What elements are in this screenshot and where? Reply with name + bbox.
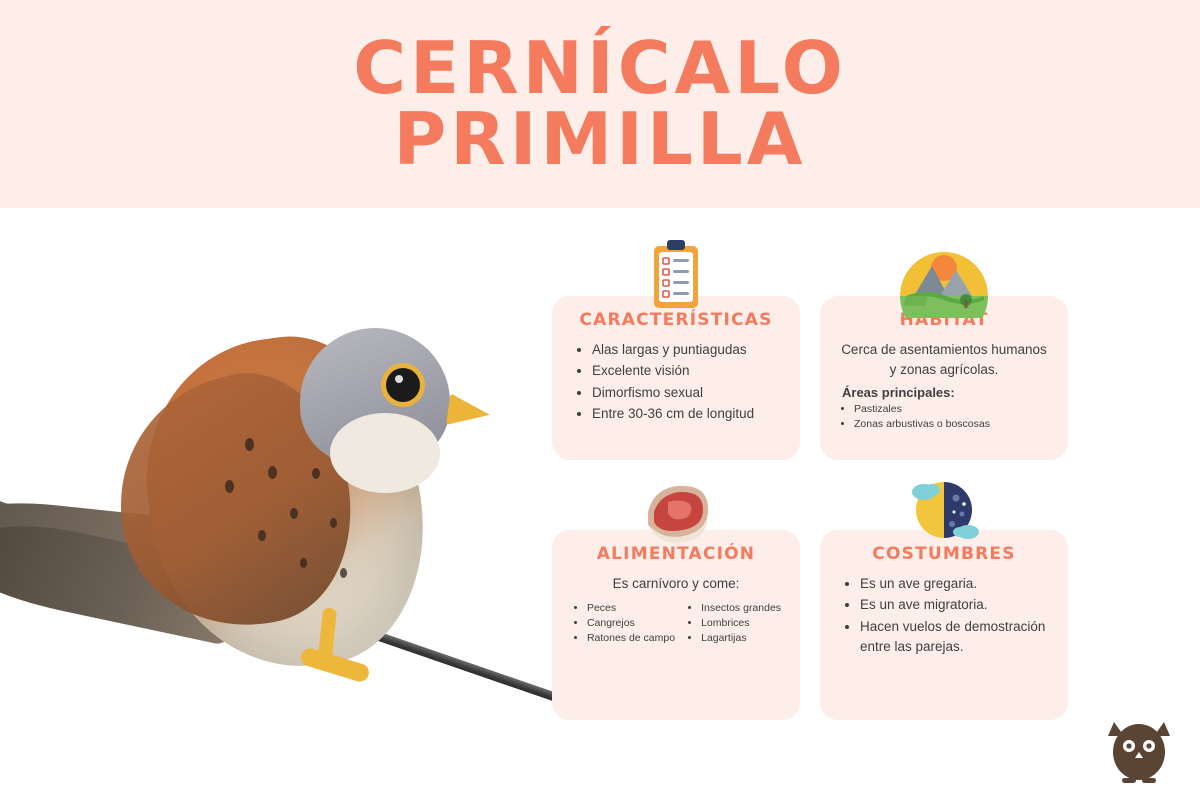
alimentacion-intro: Es carnívoro y come: xyxy=(612,576,740,591)
kestrel-cheek xyxy=(330,413,440,493)
list-item: • Es un ave migratoria. xyxy=(860,595,1050,615)
list-item: • Hacen vuelos de demostración entre las parejas. xyxy=(860,617,1050,658)
list-item: • Es un ave gregaria. xyxy=(860,574,1050,594)
kestrel-speckle xyxy=(312,468,320,479)
list-item: • Lagartijas xyxy=(701,631,781,645)
list-item: • Lombrices xyxy=(701,616,781,630)
landscape-fields-icon xyxy=(896,238,992,318)
caracteristicas-list xyxy=(570,340,782,424)
list-item: • Insectos grandes xyxy=(701,601,781,615)
list-item: • Pastizales xyxy=(854,402,1050,416)
kestrel-speckle xyxy=(290,508,298,519)
alimentacion-list-left xyxy=(571,600,675,647)
habitat-subtitle: Áreas principales: xyxy=(842,385,955,401)
list-item: • Cangrejos xyxy=(587,616,675,630)
kestrel-speckle xyxy=(268,466,277,479)
kestrel-speckle xyxy=(330,518,337,528)
list-item: • Alas largas y puntiagudas xyxy=(592,340,782,360)
card-title: HÁBITAT xyxy=(899,310,989,330)
list-item: • Ratones de campo xyxy=(587,631,675,645)
kestrel-beak xyxy=(446,393,492,431)
clipboard-checklist-icon xyxy=(628,238,724,318)
kestrel-eye xyxy=(386,368,420,402)
card-alimentacion xyxy=(552,530,800,720)
poster-header xyxy=(0,0,1200,208)
alimentacion-columns xyxy=(570,600,782,647)
list-item: • Excelente visión xyxy=(592,361,782,381)
alimentacion-list-right xyxy=(685,600,781,647)
habitat-list xyxy=(838,402,1050,431)
card-title: COSTUMBRES xyxy=(872,544,1016,564)
card-title: CARACTERÍSTICAS xyxy=(579,310,773,330)
costumbres-list xyxy=(838,574,1050,657)
card-costumbres xyxy=(820,530,1068,720)
kestrel-speckle xyxy=(300,558,307,568)
day-night-icon xyxy=(896,472,992,552)
kestrel-speckle xyxy=(258,530,266,541)
card-habitat xyxy=(820,296,1068,460)
kestrel-speckle xyxy=(245,438,254,451)
card-title: ALIMENTACIÓN xyxy=(596,544,756,564)
kestrel-image xyxy=(0,208,560,800)
habitat-intro: Cerca de asentamientos humanos y zonas agrícolas. xyxy=(841,342,1047,377)
meat-steak-icon xyxy=(628,472,724,552)
list-item: • Dimorfismo sexual xyxy=(592,383,782,403)
poster-title-line-2: PRIMILLA xyxy=(393,97,807,181)
kestrel-bird xyxy=(0,208,560,800)
kestrel-speckle xyxy=(340,568,347,578)
poster-title-line-1: CERNÍCALO xyxy=(353,26,847,111)
list-item: • Peces xyxy=(587,601,675,615)
owl-logo xyxy=(1102,716,1176,786)
card-caracteristicas xyxy=(552,296,800,460)
list-item: • Zonas arbustivas o boscosas xyxy=(854,417,1050,431)
list-item: • Entre 30-36 cm de longitud xyxy=(592,404,782,424)
kestrel-speckle xyxy=(225,480,234,493)
